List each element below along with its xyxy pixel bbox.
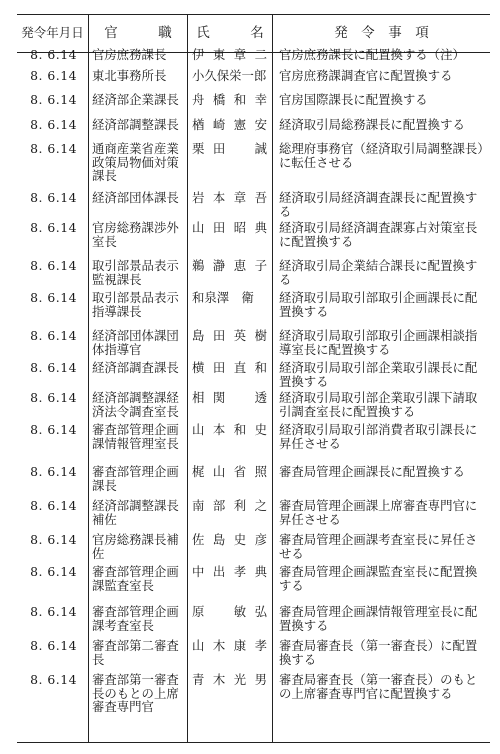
column-divider <box>88 15 89 742</box>
position-cell: 経済部調整課長補佐 <box>92 498 179 527</box>
name-cell: 舟橋和幸 <box>192 92 267 107</box>
date-cell: 8. 6.14 <box>30 117 77 132</box>
name-cell: 小久保栄一郎 <box>192 68 267 83</box>
date-cell: 8. 6.14 <box>30 290 77 305</box>
position-cell: 官房総務課長補佐 <box>92 532 179 561</box>
date-cell: 8. 6.14 <box>30 328 77 343</box>
position-cell: 官房庶務課長 <box>92 47 167 62</box>
name-cell: 栗田 誠 <box>192 141 267 156</box>
date-cell: 8. 6.14 <box>30 564 77 579</box>
date-cell: 8. 6.14 <box>30 47 77 62</box>
personnel-table <box>17 14 490 743</box>
date-cell: 8. 6.14 <box>30 390 77 405</box>
date-cell: 8. 6.14 <box>30 220 77 235</box>
position-cell: 審査部管理企画課考査室長 <box>92 604 179 633</box>
appointment-cell: 審査局管理企画課情報管理室長に配置換する <box>279 604 478 633</box>
appointment-cell: 経済取引局経済調査課長に配置換する <box>279 190 478 219</box>
appointment-cell: 経済取引局総務課長に配置換する <box>279 117 465 132</box>
date-cell: 8. 6.14 <box>30 464 77 479</box>
appointment-cell: 経済取引局取引部企業取引課長に配置換する <box>279 360 478 389</box>
appointment-cell: 総理府事務官（経済取引局調整課長）に転任させる <box>279 141 484 170</box>
name-cell: 山本和史 <box>192 422 267 437</box>
name-cell: 佐島史彦 <box>192 532 267 547</box>
date-cell: 8. 6.14 <box>30 360 77 375</box>
appointment-cell: 経済取引局取引部取引企画課長に配置換する <box>279 290 478 319</box>
name-cell: 島田英樹 <box>192 328 267 343</box>
date-cell: 8. 6.14 <box>30 672 77 687</box>
appointment-cell: 審査局管理企画課考査室長に昇任させる <box>279 532 478 561</box>
appointment-cell: 官房庶務課長に配置換する（注） <box>279 47 465 62</box>
appointment-cell: 経済取引局取引部取引企画課相談指導室長に配置換する <box>279 328 478 357</box>
position-cell: 経済部団体課長 <box>92 190 179 205</box>
column-divider <box>272 15 273 742</box>
name-cell: 山田昭典 <box>192 220 267 235</box>
name-cell: 青木光男 <box>192 672 267 687</box>
name-cell: 鵜瀞恵子 <box>192 258 267 273</box>
position-cell: 経済部調整課長 <box>92 117 179 132</box>
name-cell: 中出孝典 <box>192 564 267 579</box>
appointment-cell: 経済取引局企業結合課長に配置換する <box>279 258 478 287</box>
header-matter: 発 令 事 項 <box>334 25 429 41</box>
name-cell: 南部利之 <box>192 498 267 513</box>
name-cell: 楢崎憲安 <box>192 117 267 132</box>
date-cell: 8. 6.14 <box>30 604 77 619</box>
name-cell: 岩本章吾 <box>192 190 267 205</box>
date-cell: 8. 6.14 <box>30 498 77 513</box>
position-cell: 通商産業省産業政策局物価対策課長 <box>92 141 179 184</box>
position-cell: 経済部調査課長 <box>92 360 179 375</box>
appointment-cell: 審査局審査長（第一審査長）に配置換する <box>279 638 478 667</box>
position-cell: 経済部団体課団体指導官 <box>92 328 179 357</box>
appointment-cell: 審査局管理企画課長に配置換する <box>279 464 465 479</box>
name-cell: 相関 透 <box>192 390 267 405</box>
date-cell: 8. 6.14 <box>30 532 77 547</box>
position-cell: 経済部調整課経済法令調査室長 <box>92 390 179 419</box>
appointment-cell: 官房国際課長に配置換する <box>279 92 428 107</box>
column-divider <box>187 15 188 742</box>
position-cell: 審査部第一審査長のもとの上席審査専門官 <box>92 672 179 715</box>
date-cell: 8. 6.14 <box>30 422 77 437</box>
name-cell: 横田直和 <box>192 360 267 375</box>
position-cell: 審査部管理企画課情報管理室長 <box>92 422 179 451</box>
position-cell: 審査部第二審査長 <box>92 638 179 667</box>
name-cell: 和泉澤 衛 <box>192 290 254 305</box>
date-cell: 8. 6.14 <box>30 258 77 273</box>
position-cell: 取引部景品表示監視課長 <box>92 258 179 287</box>
header-date: 発令年月日 <box>21 25 84 40</box>
date-cell: 8. 6.14 <box>30 638 77 653</box>
date-cell: 8. 6.14 <box>30 92 77 107</box>
appointment-cell: 審査局管理企画課上席審査専門官に昇任させる <box>279 498 478 527</box>
date-cell: 8. 6.14 <box>30 141 77 156</box>
appointment-cell: 経済取引局経済調査課寡占対策室長に配置換する <box>279 220 478 249</box>
appointment-cell: 官房庶務課調査官に配置換する <box>279 68 453 83</box>
appointment-cell: 審査局管理企画課監査室長に配置換する <box>279 564 478 593</box>
header-name: 氏 名 <box>196 25 264 41</box>
date-cell: 8. 6.14 <box>30 68 77 83</box>
position-cell: 審査部管理企画課長 <box>92 464 179 493</box>
position-cell: 取引部景品表示指導課長 <box>92 290 179 319</box>
position-cell: 経済部企業課長 <box>92 92 179 107</box>
position-cell: 審査部管理企画課監査室長 <box>92 564 179 593</box>
date-cell: 8. 6.14 <box>30 190 77 205</box>
appointment-cell: 経済取引局取引部企業取引課下請取引調査室長に配置換する <box>279 390 478 419</box>
name-cell: 梶山省照 <box>192 464 267 479</box>
position-cell: 官房総務課渉外室長 <box>92 220 179 249</box>
name-cell: 原 敏弘 <box>192 604 267 619</box>
name-cell: 山木康孝 <box>192 638 267 653</box>
appointment-cell: 審査局審査長（第一審査長）のもとの上席審査専門官に配置換する <box>279 672 478 701</box>
name-cell: 伊東章二 <box>192 47 267 62</box>
position-cell: 東北事務所長 <box>92 68 167 83</box>
header-title: 官 職 <box>104 25 172 41</box>
appointment-cell: 経済取引局取引部消費者取引課長に昇任させる <box>279 422 478 451</box>
